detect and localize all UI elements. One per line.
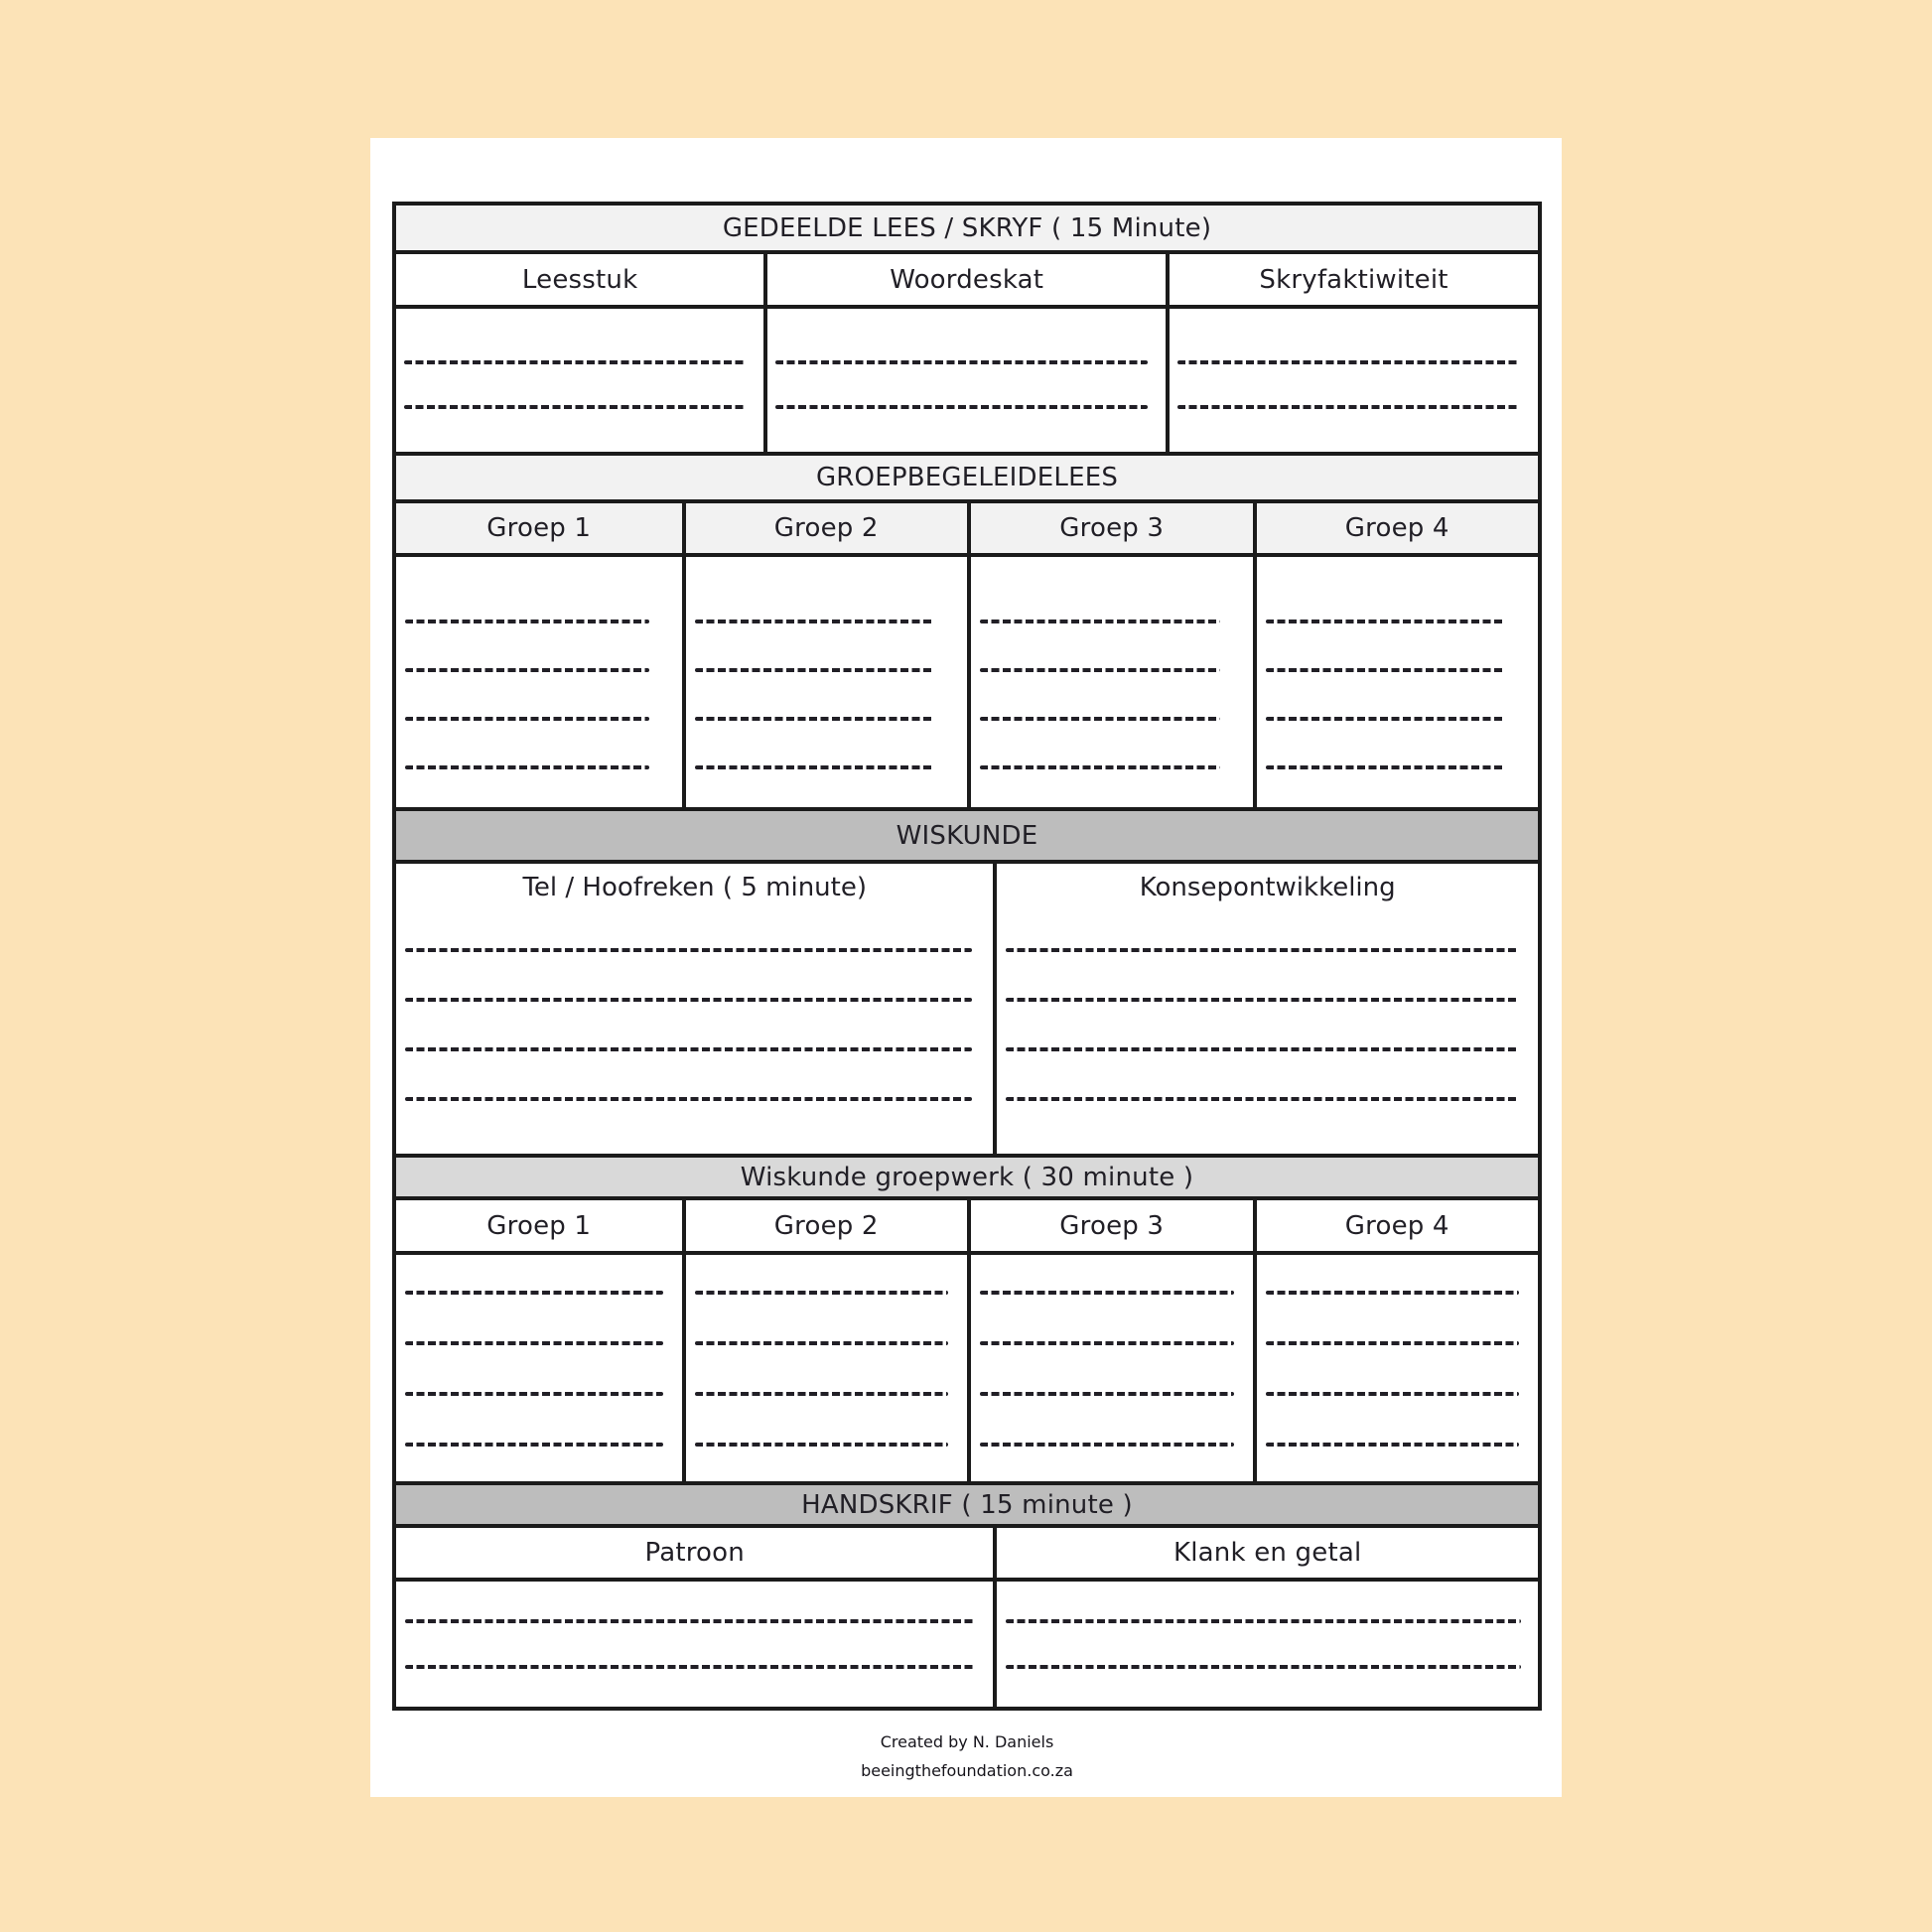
- column-header-groep-4: Groep 4: [1253, 1200, 1539, 1251]
- write-line: [1266, 1443, 1520, 1447]
- write-line: [405, 765, 649, 769]
- write-line: [980, 1443, 1234, 1447]
- write-line: [1006, 1665, 1521, 1669]
- write-line: [405, 998, 972, 1002]
- column-header-groep-2: Groep 2: [682, 1200, 968, 1251]
- write-line: [980, 620, 1220, 623]
- math-groupwork-content-row: [396, 1251, 1538, 1481]
- shared-reading-content-row: [396, 305, 1538, 452]
- mathematics-content-row: [396, 860, 1538, 1154]
- write-line: [695, 1291, 949, 1295]
- group-reading-content-row: [396, 553, 1538, 807]
- write-line: [1266, 668, 1506, 672]
- write-line: [980, 668, 1220, 672]
- write-line: [980, 1392, 1234, 1396]
- write-line: [1006, 1619, 1521, 1623]
- column-header-groep-4: Groep 4: [1253, 503, 1539, 553]
- footer-credit: Created by N. Daniels: [880, 1732, 1054, 1751]
- write-line: [695, 1341, 949, 1345]
- write-line: [1006, 1047, 1517, 1051]
- write-cell-groep-4: [1253, 1255, 1539, 1481]
- handwriting-header-row: [396, 1524, 1538, 1578]
- column-header-leesstuk: Leesstuk: [521, 264, 638, 295]
- write-cell-patroon: [396, 1582, 993, 1707]
- write-line: [980, 765, 1220, 769]
- write-line: [1177, 360, 1520, 364]
- write-line: [980, 1291, 1234, 1295]
- section-title-text: GEDEELDE LEES / SKRYF ( 15 Minute): [722, 212, 1212, 243]
- write-cell-groep-4: [1253, 557, 1539, 807]
- section-title-text: Wiskunde groepwerk ( 30 minute ): [740, 1162, 1194, 1192]
- write-line: [1266, 1392, 1520, 1396]
- section-title-group-guided-reading: [396, 452, 1538, 499]
- write-cell-leesstuk: [396, 309, 763, 452]
- write-line: [1266, 1341, 1520, 1345]
- section-title-handwriting: [396, 1481, 1538, 1524]
- document-page: [370, 138, 1562, 1797]
- write-cell-woordeskat: [763, 309, 1166, 452]
- write-line: [405, 1665, 976, 1669]
- column-header-skryfaktiwiteit: Skryfaktiwiteit: [1166, 254, 1538, 305]
- section-title-shared-reading: [396, 206, 1538, 250]
- write-line: [695, 1443, 949, 1447]
- write-line: [695, 717, 935, 721]
- write-line: [405, 1097, 972, 1101]
- write-line: [1006, 998, 1517, 1002]
- write-line: [404, 360, 746, 364]
- write-line: [405, 1619, 976, 1623]
- write-line: [405, 717, 649, 721]
- write-cell-groep-1: [396, 1255, 682, 1481]
- section-title-text: WISKUNDE: [896, 820, 1038, 851]
- write-line: [1266, 717, 1506, 721]
- write-line: [980, 717, 1220, 721]
- write-line: [405, 620, 649, 623]
- write-line: [695, 765, 935, 769]
- write-cell-konsepontwikkeling: [993, 864, 1538, 1154]
- write-cell-tel-hoofreken: [396, 864, 993, 1154]
- section-title-text: HANDSKRIF ( 15 minute ): [801, 1489, 1133, 1520]
- write-cell-groep-2: [682, 557, 968, 807]
- column-header-groep-1: Groep 1: [486, 513, 592, 543]
- write-line: [695, 668, 935, 672]
- cell-title-tel-hoofreken: Tel / Hoofreken ( 5 minute): [522, 873, 867, 902]
- write-line: [1006, 948, 1517, 952]
- math-groupwork-header-row: [396, 1196, 1538, 1251]
- write-line: [405, 1341, 663, 1345]
- write-cell-groep-3: [967, 557, 1253, 807]
- write-line: [1266, 620, 1506, 623]
- write-line: [1266, 765, 1506, 769]
- write-line: [980, 1341, 1234, 1345]
- write-line: [775, 405, 1148, 409]
- write-line: [695, 1392, 949, 1396]
- write-line: [405, 1392, 663, 1396]
- write-line: [1266, 1291, 1520, 1295]
- write-line: [695, 620, 935, 623]
- section-title-math-groupwork: [396, 1154, 1538, 1196]
- write-cell-groep-1: [396, 557, 682, 807]
- write-cell-groep-2: [682, 1255, 968, 1481]
- write-line: [775, 360, 1148, 364]
- column-header-groep-1: Groep 1: [486, 1210, 592, 1241]
- write-line: [405, 668, 649, 672]
- section-title-mathematics: [396, 807, 1538, 860]
- write-line: [405, 1443, 663, 1447]
- column-header-groep-2: Groep 2: [682, 503, 968, 553]
- page-footer: [392, 1727, 1542, 1785]
- handwriting-content-row: [396, 1578, 1538, 1707]
- write-cell-skryfaktiwiteit: [1166, 309, 1538, 452]
- write-line: [405, 948, 972, 952]
- footer-website: beeingthefoundation.co.za: [861, 1761, 1073, 1780]
- column-header-groep-3: Groep 3: [967, 503, 1253, 553]
- write-line: [404, 405, 746, 409]
- write-cell-klank-en-getal: [993, 1582, 1538, 1707]
- column-header-woordeskat: Woordeskat: [763, 254, 1166, 305]
- section-title-text: GROEPBEGELEIDELEES: [815, 463, 1119, 492]
- column-header-klank-en-getal: Klank en getal: [993, 1528, 1538, 1578]
- cell-title-konsepontwikkeling: Konsepontwikkeling: [1139, 873, 1396, 902]
- write-line: [1177, 405, 1520, 409]
- column-header-patroon: Patroon: [644, 1538, 745, 1568]
- write-cell-groep-3: [967, 1255, 1253, 1481]
- shared-reading-header-row: [396, 250, 1538, 305]
- write-line: [405, 1047, 972, 1051]
- lesson-plan-table: [392, 202, 1542, 1711]
- write-line: [405, 1291, 663, 1295]
- column-header-groep-3: Groep 3: [967, 1200, 1253, 1251]
- write-line: [1006, 1097, 1517, 1101]
- group-reading-header-row: [396, 499, 1538, 553]
